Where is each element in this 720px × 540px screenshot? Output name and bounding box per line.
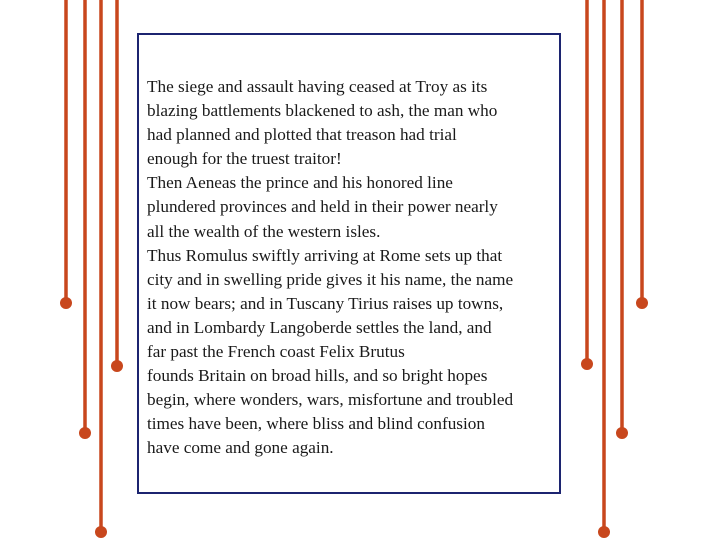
poem-line: city and in swelling pride gives it his name, the name <box>147 269 514 289</box>
knobs-right <box>581 297 648 538</box>
poem-line: times have been, where bliss and blind confusion <box>147 414 485 434</box>
knob-left-3 <box>95 526 107 538</box>
knob-right-3 <box>616 427 628 439</box>
knob-right-2 <box>598 526 610 538</box>
poem-line: it now bears; and in Tuscany Tirius raises up towns, <box>147 293 504 313</box>
poem-line: plundered provinces and held in their power nearly <box>147 197 498 217</box>
poem-line: all the wealth of the western isles. <box>147 221 381 241</box>
poem-line: blazing battlements blackened to ash, the man who <box>147 101 498 121</box>
poem-line: enough for the truest traitor! <box>147 149 342 169</box>
poem-line: had planned and plotted that treason had trial <box>147 125 457 145</box>
rods-right <box>587 0 642 531</box>
poem-line: have come and gone again. <box>147 438 334 458</box>
poem-line: The siege and assault having ceased at Troy as its <box>147 77 488 96</box>
knobs-left <box>60 297 123 538</box>
knob-right-4 <box>636 297 648 309</box>
poem-line: Thus Romulus swiftly arriving at Rome sets up that <box>147 245 503 265</box>
text-frame <box>137 33 561 494</box>
knob-left-1 <box>60 297 72 309</box>
rods-left <box>66 0 117 531</box>
poem-line: far past the French coast Felix Brutus <box>147 342 405 362</box>
poem-line: begin, where wonders, wars, misfortune and troubled <box>147 390 514 410</box>
poem-text <box>147 75 561 461</box>
knob-left-2 <box>79 427 91 439</box>
poem-line: Then Aeneas the prince and his honored line <box>147 173 453 193</box>
knob-left-4 <box>111 360 123 372</box>
knob-right-1 <box>581 358 593 370</box>
poem-line: and in Lombardy Langoberde settles the land, and <box>147 317 492 337</box>
poem-line: founds Britain on broad hills, and so bright hopes <box>147 366 488 386</box>
